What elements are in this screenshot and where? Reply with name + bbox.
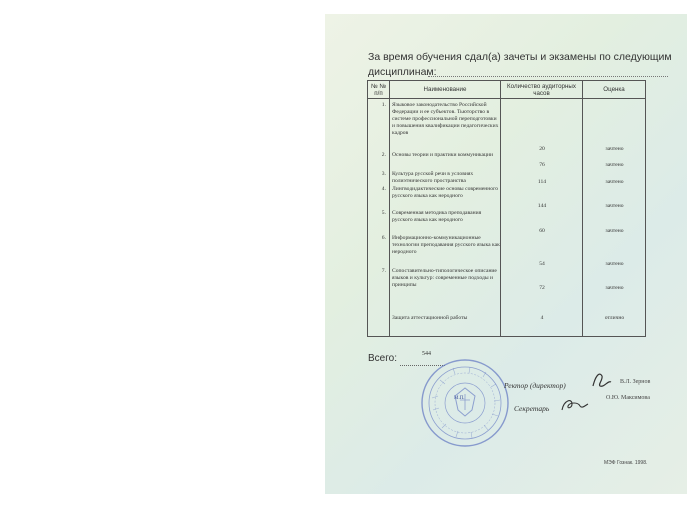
row-1-hours: 20	[539, 146, 545, 152]
row-5-grade: зачтено	[605, 228, 624, 234]
row-5-num: 5.	[381, 210, 386, 216]
secretary-name: О.Ю. Максимова	[606, 395, 650, 401]
official-seal-stamp	[420, 358, 510, 448]
row-4-name: Лингводидактические основы современного русского языка как неродного	[392, 186, 499, 199]
name-column	[390, 99, 501, 337]
row-8-grade: отлично	[604, 315, 625, 321]
row-7-hours: 72	[539, 285, 545, 291]
header-num: № № п/п	[368, 81, 390, 99]
row-4-hours: 144	[537, 203, 547, 209]
row-8-name: Защита аттестационной работы	[392, 315, 468, 321]
heading-line-2: дисциплинам:	[368, 66, 437, 78]
row-2-num: 2.	[381, 152, 386, 158]
row-7-name: Сопоставительно-типологическое описание языков и культур: современные подходы и принципы	[392, 268, 497, 288]
hours-column	[501, 99, 583, 337]
row-6-num: 6.	[381, 235, 386, 241]
seal-center-text: М.П.	[454, 396, 465, 401]
num-column	[368, 99, 390, 337]
row-1-grade: зачтено	[605, 146, 624, 152]
table-body-row	[368, 99, 646, 337]
row-3-grade: зачтено	[605, 179, 624, 185]
row-1-num: 1.	[381, 102, 386, 108]
header-grade: Оценка	[583, 81, 646, 99]
row-6-grade: зачтено	[605, 261, 624, 267]
row-3-name: Культура русской речи в условиях полиэтнического пространства	[392, 171, 474, 184]
secretary-label: Секретарь	[514, 404, 550, 413]
printer-imprint: МЭФ Гознак. 1998.	[604, 460, 648, 466]
header-hours: Количество аудиторных часов	[501, 81, 583, 99]
grades-table	[367, 80, 646, 337]
row-3-num: 3.	[381, 171, 386, 177]
table-header-row	[368, 81, 646, 99]
rector-label: Ректор (директор)	[504, 381, 566, 390]
row-5-hours: 60	[539, 228, 545, 234]
header-name: Наименование	[390, 81, 501, 99]
row-7-grade: зачтено	[605, 285, 624, 291]
row-5-name: Современная методика преподавания русского языка как неродного	[392, 210, 482, 223]
row-6-name: Информационно-коммуникационные технологии преподавания русского языка как неродного	[392, 235, 500, 255]
total-label: Всего:	[368, 353, 397, 364]
row-8-hours: 4	[540, 315, 544, 321]
row-3-hours: 114	[537, 179, 547, 185]
row-4-num: 4.	[381, 186, 386, 192]
row-7-num: 7.	[381, 268, 386, 274]
row-1-name: Языковое законодательство Российской Федерации и ее субъектов. Тьюторство в системе профессиональной переподготовки и повышения квалификации педагогических кадров	[392, 102, 499, 136]
heading-dotted-line	[428, 76, 668, 77]
section-heading	[368, 50, 672, 78]
row-2-hours: 76	[539, 162, 545, 168]
row-4-grade: зачтено	[605, 203, 624, 209]
grade-column	[583, 99, 646, 337]
row-6-hours: 54	[539, 261, 545, 267]
total-value: 544	[422, 351, 431, 357]
heading-line-1: За время обучения сдал(а) зачеты и экзамены по следующим	[368, 51, 672, 63]
secretary-signature	[558, 396, 590, 414]
row-2-name: Основы теории и практики коммуникации	[392, 152, 493, 158]
rector-signature	[590, 370, 614, 390]
rector-name: В.Л. Зернов	[620, 379, 651, 385]
row-2-grade: зачтено	[605, 162, 624, 168]
